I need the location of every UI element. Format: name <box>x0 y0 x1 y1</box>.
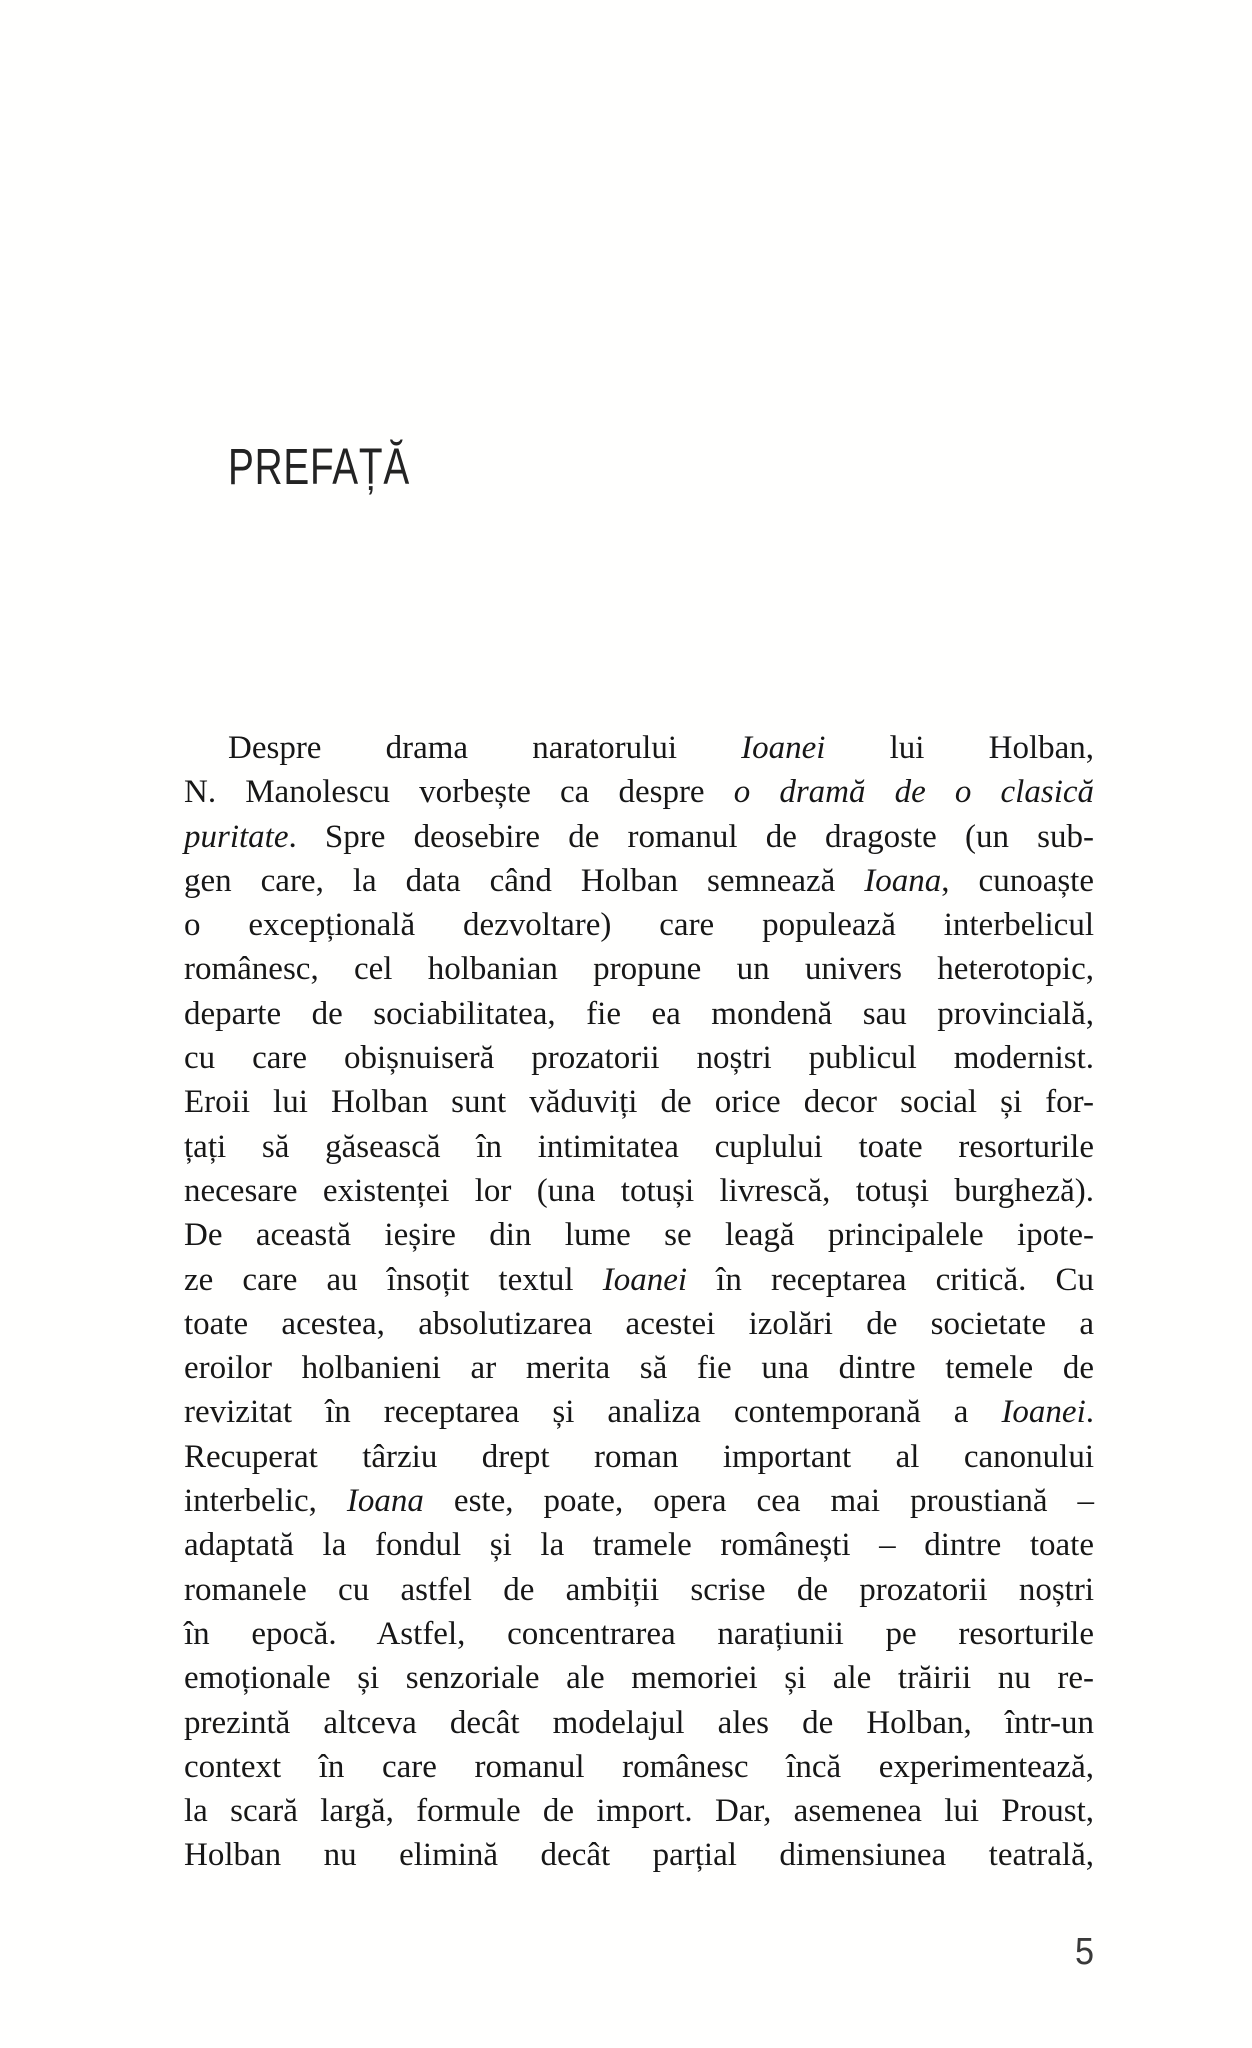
text-line <box>184 903 1094 947</box>
text-line <box>184 1302 1094 1346</box>
text-segment: cu care obișnuiseră prozatorii noștri publicul modernist. <box>184 1040 1094 1077</box>
text-segment: interbelic, <box>184 1483 347 1520</box>
text-segment: lui Holban, <box>825 730 1095 766</box>
text-line <box>184 1169 1094 1213</box>
text-segment: . Spre deosebire de romanul de dragoste (un sub- <box>288 818 1094 855</box>
text-segment: N. Manolescu vorbește ca despre <box>184 774 734 811</box>
text-segment: De această ieșire din lume se leagă principalele ipote- <box>184 1217 1094 1254</box>
text-segment: Eroii lui Holban sunt văduviți de orice decor social și for- <box>184 1084 1094 1121</box>
text-line <box>184 992 1094 1036</box>
text-segment: este, poate, opera cea mai proustiană – <box>423 1483 1095 1520</box>
italic-text-segment: puritate <box>184 818 289 855</box>
text-segment: toate acestea, absolutizarea acestei izolări de societate a <box>184 1305 1094 1342</box>
text-segment: necesare existenței lor (una totuși livrescă, totuși burgheză). <box>184 1172 1094 1209</box>
text-line <box>184 815 1094 859</box>
italic-text-segment: Ioanei <box>1001 1394 1086 1431</box>
text-segment: . <box>1085 1394 1094 1431</box>
text-segment: adaptată la fondul și la tramele românești – dintre toate <box>184 1527 1094 1564</box>
text-segment: gen care, la data când Holban semnează <box>184 862 865 899</box>
text-line <box>184 947 1094 991</box>
text-line <box>184 1789 1094 1833</box>
text-segment: , cunoaște <box>941 862 1094 899</box>
text-segment: Recuperat târziu drept roman important al canonului <box>184 1438 1094 1475</box>
text-line <box>184 1125 1094 1169</box>
text-line <box>184 1346 1094 1390</box>
text-segment: romanele cu astfel de ambiții scrise de prozatorii noștri <box>184 1571 1094 1608</box>
italic-text-segment: Ioana <box>346 1483 424 1520</box>
text-line <box>184 1435 1094 1479</box>
text-segment: revizitat în receptarea și analiza contemporană a <box>184 1394 1002 1431</box>
text-line <box>184 1258 1094 1302</box>
text-line <box>184 1036 1094 1080</box>
text-segment: context în care romanul românesc încă experimentează, <box>184 1748 1094 1785</box>
text-line <box>184 1701 1094 1745</box>
text-segment: o excepțională dezvoltare) care populează interbelicul <box>184 907 1094 944</box>
preface-paragraph <box>184 726 1094 1878</box>
text-segment: departe de sociabilitatea, fie ea mondenă sau provincială, <box>184 995 1094 1032</box>
text-segment: emoționale și senzoriale ale memoriei și ale trăirii nu re- <box>184 1660 1094 1697</box>
text-segment: în receptarea critică. Cu <box>687 1261 1094 1298</box>
page-number: 5 <box>1074 1931 1094 1973</box>
text-segment: eroilor holbanieni ar merita să fie una dintre temele de <box>184 1350 1094 1387</box>
text-segment: prezintă altceva decât modelajul ales de Holban, într-un <box>184 1704 1094 1741</box>
text-line <box>184 1479 1094 1523</box>
text-line <box>184 1745 1094 1789</box>
text-segment: ze care au însoțit textul <box>184 1261 603 1298</box>
text-line <box>184 1833 1094 1877</box>
page-title: PREFAȚĂ <box>228 438 410 495</box>
text-line <box>184 1568 1094 1612</box>
italic-text-segment: Ioana <box>864 862 942 899</box>
text-line <box>184 1390 1094 1434</box>
italic-text-segment: Ioanei <box>602 1261 688 1298</box>
text-segment: la scară largă, formule de import. Dar, asemenea lui Proust, <box>184 1793 1094 1830</box>
text-segment: Holban nu elimină decât parțial dimensiunea teatrală, <box>184 1837 1094 1874</box>
italic-text-segment: Ioanei <box>741 730 826 766</box>
text-line <box>184 1213 1094 1257</box>
text-segment: în epocă. Astfel, concentrarea narațiunii pe resorturile <box>184 1615 1094 1652</box>
text-segment: Despre drama naratorului <box>228 730 742 766</box>
text-line <box>184 726 1094 770</box>
text-line <box>184 1523 1094 1567</box>
text-line <box>184 1656 1094 1700</box>
text-line <box>184 770 1094 814</box>
italic-text-segment: o dramă de o clasică <box>733 774 1095 811</box>
text-segment: țați să găsească în intimitatea cuplului toate resorturile <box>184 1128 1094 1165</box>
text-line <box>184 859 1094 903</box>
text-line <box>184 1080 1094 1124</box>
text-line <box>184 1612 1094 1656</box>
text-segment: românesc, cel holbanian propune un univers heterotopic, <box>184 951 1094 988</box>
